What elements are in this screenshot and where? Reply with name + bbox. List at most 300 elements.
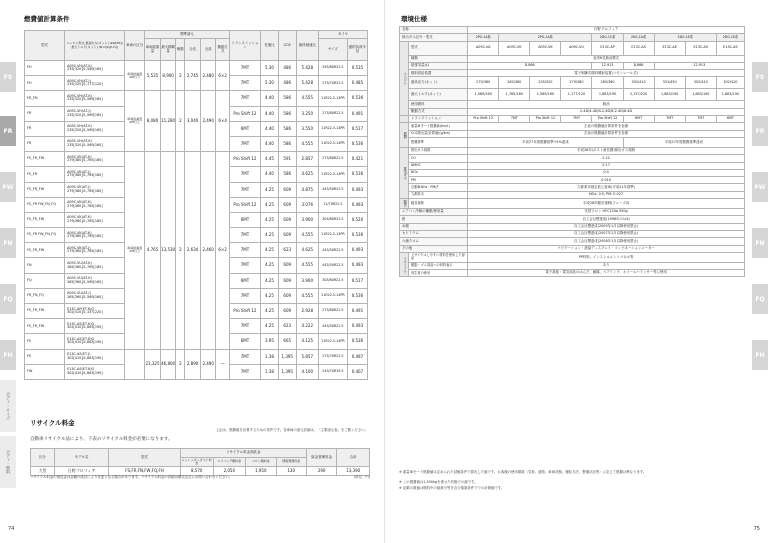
- lbl-lead: 鉛: [400, 216, 468, 223]
- row-radius: 0.493: [347, 243, 367, 258]
- row-co2: 609: [278, 304, 296, 319]
- engine-spec: 279[380]/1,765[180]: [67, 188, 103, 193]
- col-trans: トランスミッション: [229, 31, 260, 61]
- exhaust-type: 2DG-1C系: [592, 34, 623, 41]
- row-radius: 0.485: [347, 76, 367, 91]
- lbl-fuel-kind: 使用燃料: [409, 101, 468, 108]
- recycle-footnote: リサイクル料金の預託金は金額の改訂により変更となる場合があります。リサイクル料金の詳細は販売会社にお問い合わせください。: [30, 475, 233, 479]
- lbl-chrome: 六価クロム: [400, 238, 468, 245]
- row-model: FS_FR FW_FN_FQ: [25, 228, 65, 243]
- row-engine: [65, 212, 125, 227]
- row-radius: 0.493: [347, 197, 367, 212]
- row-model: FR: [25, 106, 65, 121]
- row-trans: 7MT: [229, 349, 260, 364]
- row-trans: 7MT: [229, 91, 260, 106]
- row-co2: 665: [278, 334, 296, 349]
- group-value: 8,080: [145, 91, 161, 152]
- row-co2: 586: [278, 91, 296, 106]
- row-co2: 1,395: [278, 349, 296, 364]
- engine-model: A09C-VH(AT-J): [67, 78, 91, 83]
- torque-cell: 1,863/190: [592, 89, 623, 101]
- row-tire: 11R22.5-14PR: [318, 334, 347, 349]
- group-value: —: [216, 349, 229, 379]
- output-cell: 265/360: [592, 77, 623, 89]
- col-final: 最終減速比: [296, 31, 318, 61]
- row-trans: 7MT: [229, 258, 260, 273]
- engine-model: A09C-VK(AT-K): [67, 230, 92, 235]
- row-engine: [65, 91, 125, 106]
- kind-value: 直列6気筒直噴式: [468, 55, 745, 62]
- group-value: 2,490: [200, 91, 216, 152]
- row-ratio: 4.25: [261, 304, 279, 319]
- row-ratio: 4.25: [261, 258, 279, 273]
- row-radius: 0.491: [347, 106, 367, 121]
- row-trans: 7MT: [229, 61, 260, 76]
- output-cell: 302/410: [623, 77, 654, 89]
- trans-cell: 7MT: [561, 116, 592, 123]
- aircon-value: 代替フロン HFC134a 550g: [468, 209, 745, 216]
- group-value: 4,765: [145, 152, 161, 349]
- row-engine: [65, 106, 125, 121]
- row-ratio: 4.40: [261, 136, 279, 151]
- engine-model: E13C-AS(ET-K)G: [67, 321, 95, 326]
- row-model: FR: [25, 121, 65, 136]
- displacement-value: 8.866: [468, 62, 592, 69]
- engine-spec: 235[320]/1,569[160]: [67, 97, 103, 102]
- row-tire: 11/70R22.5: [318, 197, 347, 212]
- output-cell: 235/320: [530, 77, 561, 89]
- rec-col-freon: フロン類料金: [246, 458, 276, 467]
- cat-blank: [400, 116, 409, 123]
- tab-fq[interactable]: FQ: [752, 284, 768, 314]
- engine-spec: 265[360]/1,765[180]: [67, 264, 103, 269]
- rec-col-fund: 資金管理料金: [306, 449, 336, 467]
- spec-row: [25, 91, 368, 106]
- model-cell: E13C-AE: [654, 41, 685, 55]
- row-co2: 586: [278, 106, 296, 121]
- col-engine: エンジン形式 最高出力(ネット) (kW[PS]) 最大トルク(ネット) (N·m[kgf·m]): [65, 31, 125, 61]
- cadmium-value: 自工会目標達成(2007年1月以降使用禁止): [468, 230, 745, 237]
- row-final: 2.928: [296, 304, 318, 319]
- row-final: 3.900: [296, 212, 318, 227]
- row-tire: 275/80R22.5: [318, 304, 347, 319]
- row-ratio: 3.95: [261, 334, 279, 349]
- row-final: 4.555: [296, 228, 318, 243]
- lbl-max-torque: 最大トルク(ネット): [409, 89, 468, 101]
- group-label: 車両総重量 20t以上: [125, 91, 145, 152]
- other-value: ナビゲーション・液晶ディスプレイ・コンビネーションメーター: [468, 245, 745, 252]
- row-radius: 0.493: [347, 182, 367, 197]
- row-tire: 11R22.5-14PR: [318, 136, 347, 151]
- row-final: 4.100: [296, 364, 318, 379]
- engine-spec: 279[380]/1,765[180]: [67, 249, 103, 254]
- lbl-exhaust-type: 排出ガス記号・型式: [400, 34, 468, 41]
- lead-value: 自工会目標達成(1996年の1/4): [468, 216, 745, 223]
- lbl-model: 型式: [409, 41, 468, 55]
- col-length: 全長: [185, 39, 201, 61]
- row-ratio: 5.30: [261, 61, 279, 76]
- engine-model: E13C-AP(ET-K)G: [67, 306, 95, 311]
- lbl-fuel-consumption: 重量車モード燃費値(km/L): [409, 123, 468, 130]
- engine-model: A09C-VH(AT-K): [67, 139, 92, 144]
- row-co2: 609: [278, 273, 296, 288]
- row-engine: [65, 273, 125, 288]
- group-label: 車両総重量 20t以下: [125, 61, 145, 91]
- lbl-fuel-method: 燃料供給装置: [409, 70, 468, 77]
- tab-fh[interactable]: FH: [0, 340, 16, 370]
- row-ratio: 1.38: [261, 364, 279, 379]
- row-ratio: 4.40: [261, 106, 279, 121]
- row-trans: Pro Shift 12: [229, 152, 260, 167]
- row-final: 4.125: [296, 334, 318, 349]
- torque-cell: 1,863/190: [716, 89, 744, 101]
- row-co2: 609: [278, 182, 296, 197]
- row-model: FR_FN: [25, 91, 65, 106]
- row-engine: [65, 304, 125, 319]
- engine-spec: 235[320]/1,569[160]: [67, 67, 103, 72]
- row-final: 4.222: [296, 319, 318, 334]
- row-ratio: 5.30: [261, 76, 279, 91]
- tab-fs[interactable]: FS: [752, 62, 768, 92]
- engine-spec: 279[380]/1,765[180]: [67, 234, 103, 239]
- rec-shredder: 8,570: [180, 467, 213, 476]
- lbl-nox-pm: 自動車NOx・PM法: [409, 184, 468, 191]
- col-tire-size: サイズ: [318, 39, 347, 61]
- env-spec-table: [399, 26, 745, 277]
- tab-fw[interactable]: FW: [752, 172, 768, 202]
- col-tire-radius: 動的負荷半径: [347, 39, 367, 61]
- engine-model: A09C-VK(AT-K): [67, 200, 92, 205]
- row-final: 3.250: [296, 106, 318, 121]
- rec-freon: 1,950: [246, 467, 276, 476]
- row-radius: 0.493: [347, 258, 367, 273]
- mercury-value: 自工会目標達成(2005年1月以降使用禁止): [468, 223, 745, 230]
- group-value: 2: [176, 152, 185, 349]
- tab-fq[interactable]: FQ: [0, 284, 16, 314]
- row-model: FS_FR_FW: [25, 212, 65, 227]
- engine-spec: 279[380]/1,765[180]: [67, 218, 103, 223]
- row-co2: 591: [278, 152, 296, 167]
- row-model: FS_FR FW_FN_FQ: [25, 197, 65, 212]
- rec-col-shredder: シュレッダーダスト料金: [181, 457, 212, 465]
- rec-airbag: 2,050: [213, 467, 246, 476]
- engine-model: A09C-VH(AT-K): [67, 63, 92, 68]
- row-tire: 275/70R22.5: [318, 76, 347, 91]
- col-co2: CO2: [278, 31, 296, 61]
- fuel-condition-table: [24, 30, 368, 380]
- row-radius: 0.493: [347, 319, 367, 334]
- row-model: FQ: [25, 273, 65, 288]
- col-drive: 駆動方式: [216, 39, 229, 61]
- cat-fuel: 燃費: [400, 123, 409, 148]
- row-ratio: 4.40: [261, 167, 279, 182]
- tab-fs[interactable]: FS: [0, 62, 16, 92]
- row-trans: 7MT: [229, 288, 260, 303]
- rec-col-group: リサイクル料金預託金: [180, 449, 306, 458]
- spec-row: [25, 349, 368, 364]
- row-co2: 609: [278, 197, 296, 212]
- tab-fn[interactable]: FN: [0, 228, 16, 258]
- engine-spec: 235[320]/1,569[160]: [67, 112, 103, 117]
- lbl-noise: 騒音規制: [409, 199, 468, 209]
- lbl-co2: CO2排出量(計算値)(g/km): [409, 130, 468, 137]
- trans-cell: Pro Shift 12: [468, 116, 499, 123]
- lbl-drive: 駆動方式: [409, 108, 468, 115]
- lbl-kind: 種類: [409, 55, 468, 62]
- row-engine: [65, 334, 125, 349]
- fuel-std-value: 平成27年度燃費基準+5%達成: [468, 137, 623, 147]
- rec-fund: 290: [306, 467, 336, 476]
- displacement-value: 8.866: [623, 62, 654, 69]
- rec-info: 130: [276, 467, 306, 476]
- trans-cell: 6MT: [716, 116, 744, 123]
- row-engine: [65, 76, 125, 91]
- row-tire: 245/70R19.5: [318, 364, 347, 379]
- row-radius: 0.520: [347, 212, 367, 227]
- engine-model: A09C-VH(AT-K): [67, 93, 92, 98]
- row-ratio: 4.25: [261, 228, 279, 243]
- row-tire: 445/50R22.5: [318, 182, 347, 197]
- group-value: 8,900: [160, 61, 176, 91]
- lbl-max-output: 最高出力(ネット): [409, 77, 468, 89]
- row-model: FS_FR_FW: [25, 319, 65, 334]
- fuel-consumption-value: 左表の燃費値計算条件を参照: [468, 123, 745, 130]
- row-engine: [65, 197, 125, 212]
- group-value: 13,530: [160, 152, 176, 349]
- row-model: FN: [25, 258, 65, 273]
- col-model: 型式: [25, 31, 65, 61]
- trans-cell: 7MT: [685, 116, 716, 123]
- note: ※ この燃費値は1,500kgを乗せた状態での値です。: [399, 480, 478, 484]
- torque-cell: 1,863/190: [654, 89, 685, 101]
- row-radius: 0.517: [347, 273, 367, 288]
- lbl-co: CO: [409, 155, 468, 162]
- local-value: NOx: 0.5, PM: 0.027: [468, 191, 745, 198]
- model-cell: E13C-AS: [623, 41, 654, 55]
- page-number: 74: [8, 526, 15, 532]
- trans-cell: Pro Shift 12: [592, 116, 623, 123]
- row-final: 3.076: [296, 197, 318, 212]
- engine-spec: 235[320]/1,569[160]: [67, 143, 103, 148]
- lbl-name: 名称: [400, 27, 468, 34]
- row-co2: 609: [278, 228, 296, 243]
- row-trans: Pro Shift 12: [229, 197, 260, 212]
- row-radius: 0.407: [347, 364, 367, 379]
- row-final: 4.555: [296, 91, 318, 106]
- tab-fh[interactable]: FH: [752, 340, 768, 370]
- row-radius: 0.517: [347, 121, 367, 136]
- engine-model: A09C-VK(AT-J): [67, 169, 91, 174]
- output-cell: 279/380: [468, 77, 499, 89]
- torque-cell: 1,569/160: [468, 89, 499, 101]
- row-trans: 7MT: [229, 319, 260, 334]
- pm-value: 0.010: [468, 177, 745, 184]
- fuel-kind-value: 軽油: [468, 101, 745, 108]
- lbl-gas-std: 排出ガス規制: [409, 147, 468, 154]
- row-ratio: 4.25: [261, 212, 279, 227]
- recycle-mat-value: 電子基板・電気部品のはんだ、触媒、ベアリング、ホイールバランサー等に使用: [468, 270, 745, 277]
- exhaust-type: 2KG-1A系: [623, 34, 654, 41]
- row-co2: 486: [278, 61, 296, 76]
- spec-row: [25, 61, 368, 76]
- row-model: FH: [25, 76, 65, 91]
- row-engine: [65, 228, 125, 243]
- row-model: FS_FR_FW: [25, 243, 65, 258]
- row-engine: [65, 258, 125, 273]
- engine-spec: 302[410]/1,863[190]: [67, 325, 103, 330]
- cat-engine: エンジン: [400, 41, 409, 115]
- recycle-easy-value: PP材料、インストルメントパネル等: [468, 252, 745, 262]
- lbl-trans: トランスミッション: [409, 116, 468, 123]
- group-value: 2,460: [200, 152, 216, 349]
- row-co2: 486: [278, 76, 296, 91]
- trans-cell: 7MT: [499, 116, 530, 123]
- col-vehicle: 車両の区分: [125, 31, 145, 61]
- engine-model: A09C-VU(AT-K): [67, 260, 92, 265]
- row-co2: 609: [278, 258, 296, 273]
- model-cell: A09C-VU: [561, 41, 592, 55]
- table-note: 上記は、燃費値を計算するための条件です。各車両の諸元詳細は、「主要諸元表」をご覧ください。: [215, 428, 368, 432]
- row-tire: 11R22.5-14PR: [318, 167, 347, 182]
- rec-col-airbag: エアバッグ類料金: [213, 458, 246, 467]
- group-value: 6×4: [216, 91, 229, 152]
- displacement-value: 12.913: [592, 62, 623, 69]
- tab-fn[interactable]: FN: [752, 228, 768, 258]
- tab-fw[interactable]: FW: [0, 172, 16, 202]
- rec-col-model: モデル名: [54, 449, 108, 467]
- row-tire: 11R22.5-14PR: [318, 228, 347, 243]
- group-label: 車両総重量 25t以上: [125, 152, 145, 349]
- row-co2: 623: [278, 243, 296, 258]
- recycle-table: [30, 448, 370, 476]
- row-engine: [65, 167, 125, 182]
- col-group-standard: 標準諸元: [145, 31, 230, 39]
- tab-fr[interactable]: FR: [752, 116, 768, 146]
- row-engine: [65, 364, 125, 379]
- row-model: FS_FR_FW: [25, 304, 65, 319]
- engine-spec: 302[410]/1,863[190]: [67, 355, 103, 360]
- row-trans: 6MT: [229, 334, 260, 349]
- row-engine: [65, 121, 125, 136]
- row-tire: 275/80R22.5: [318, 106, 347, 121]
- row-final: 4.555: [296, 136, 318, 151]
- row-engine: [65, 152, 125, 167]
- model-cell: A09C-VA: [468, 41, 499, 55]
- group-value: 2,480: [200, 61, 216, 91]
- row-model: FS_FR_FW: [25, 152, 65, 167]
- engine-model: E13C-AS(ET-K)G: [67, 336, 95, 341]
- row-co2: 1,395: [278, 364, 296, 379]
- row-ratio: 4.40: [261, 121, 279, 136]
- row-ratio: 4.25: [261, 273, 279, 288]
- group-value: 2,745: [185, 61, 201, 91]
- rec-col-info: 情報管理料金: [276, 458, 306, 467]
- page-title: 燃費値計算条件: [24, 15, 70, 23]
- col-axle: 軸数: [176, 39, 185, 61]
- nox-value: 0.4: [468, 169, 745, 176]
- row-engine: [65, 243, 125, 258]
- row-ratio: 4.40: [261, 91, 279, 106]
- exhaust-type: 2PG-1A系: [468, 34, 499, 41]
- row-engine: [65, 319, 125, 334]
- group-value: 2: [176, 91, 185, 152]
- group-value: 3,040: [185, 91, 201, 152]
- engine-spec: 302[410]/1,863[190]: [67, 370, 103, 375]
- vehicle-name: 日野プロフィア: [468, 27, 745, 34]
- page-title: 環境仕様: [401, 15, 427, 23]
- row-ratio: 4.25: [261, 319, 279, 334]
- row-ratio: 4.25: [261, 243, 279, 258]
- row-model: FS_FR: [25, 167, 65, 182]
- tab-fr[interactable]: FR: [0, 116, 16, 146]
- model-cell: E13C-AS: [716, 41, 744, 55]
- exhaust-type: 2DG-1E系: [716, 34, 744, 41]
- engine-model: E13C-AS(ET-J): [67, 352, 91, 357]
- group-value: 6×2: [216, 61, 229, 91]
- page-number: 75: [753, 526, 760, 532]
- row-tire: 275/70R22.5: [318, 349, 347, 364]
- row-final: 5.428: [296, 76, 318, 91]
- engine-model: A09C-VH(AT-J): [67, 109, 91, 114]
- row-model: FR: [25, 136, 65, 151]
- row-trans: 7MT: [229, 228, 260, 243]
- torque-cell: 1,177/120: [561, 89, 592, 101]
- row-radius: 0.497: [347, 349, 367, 364]
- row-tire: 305/80R22.5: [318, 273, 347, 288]
- row-tire: 445/50R22.5: [318, 258, 347, 273]
- engine-model: E13C-AS(ET-K)G: [67, 367, 95, 372]
- engine-model: A09C-VK(AT-K): [67, 215, 92, 220]
- row-trans: Pro Shift 12: [229, 304, 260, 319]
- row-tire: 445/50R22.5: [318, 243, 347, 258]
- engine-spec: 279[380]/1,765[180]: [67, 173, 103, 178]
- lbl-cadmium: カドミウム: [400, 230, 468, 237]
- model-cell: E13C-AS: [685, 41, 716, 55]
- displacement-value: 12.913: [654, 62, 744, 69]
- engine-model: A09C-VH(AT-K): [67, 124, 92, 129]
- row-engine: [65, 61, 125, 76]
- row-final: 3.550: [296, 121, 318, 136]
- output-cell: 331/450: [654, 77, 685, 89]
- row-trans: 7MT: [229, 243, 260, 258]
- row-engine: [65, 349, 125, 364]
- row-tire: 305/80R22.5: [318, 212, 347, 227]
- note: ※ 記載の数値は燃料中の硫黄分等を含む環境条件下での計測値です。: [399, 486, 505, 490]
- engine-spec: 279[380]/1,765[180]: [67, 158, 103, 163]
- lbl-displacement: 総排気量(L): [409, 62, 468, 69]
- side-label[interactable]: ボディ・サイズ: [0, 380, 16, 432]
- row-trans: Pro Shift 12: [229, 106, 260, 121]
- engine-model: A09C-VU(AT-K): [67, 276, 92, 281]
- row-final: 5.428: [296, 61, 318, 76]
- engine-spec: 265[360]/1,569[160]: [67, 294, 103, 299]
- group-value: 46,800: [160, 349, 176, 379]
- row-ratio: 4.25: [261, 288, 279, 303]
- rec-col-type: 型式: [109, 449, 181, 467]
- torque-cell: 1,765/180: [499, 89, 530, 101]
- col-ratio: 変速比: [261, 31, 279, 61]
- rec-col-total: 合計: [337, 449, 370, 467]
- row-radius: 0.491: [347, 304, 367, 319]
- row-co2: 609: [278, 288, 296, 303]
- row-engine: [65, 136, 125, 151]
- rec-total: 13,390: [337, 467, 370, 476]
- trans-cell: Pro Shift 12: [530, 116, 561, 123]
- nox-pm-value: 九都県市指定低公害車(平成21年基準): [468, 184, 745, 191]
- side-label[interactable]: ボディ・燃料: [0, 436, 16, 488]
- lbl-nox: NOx: [409, 169, 468, 176]
- row-trans: 6MT: [229, 212, 260, 227]
